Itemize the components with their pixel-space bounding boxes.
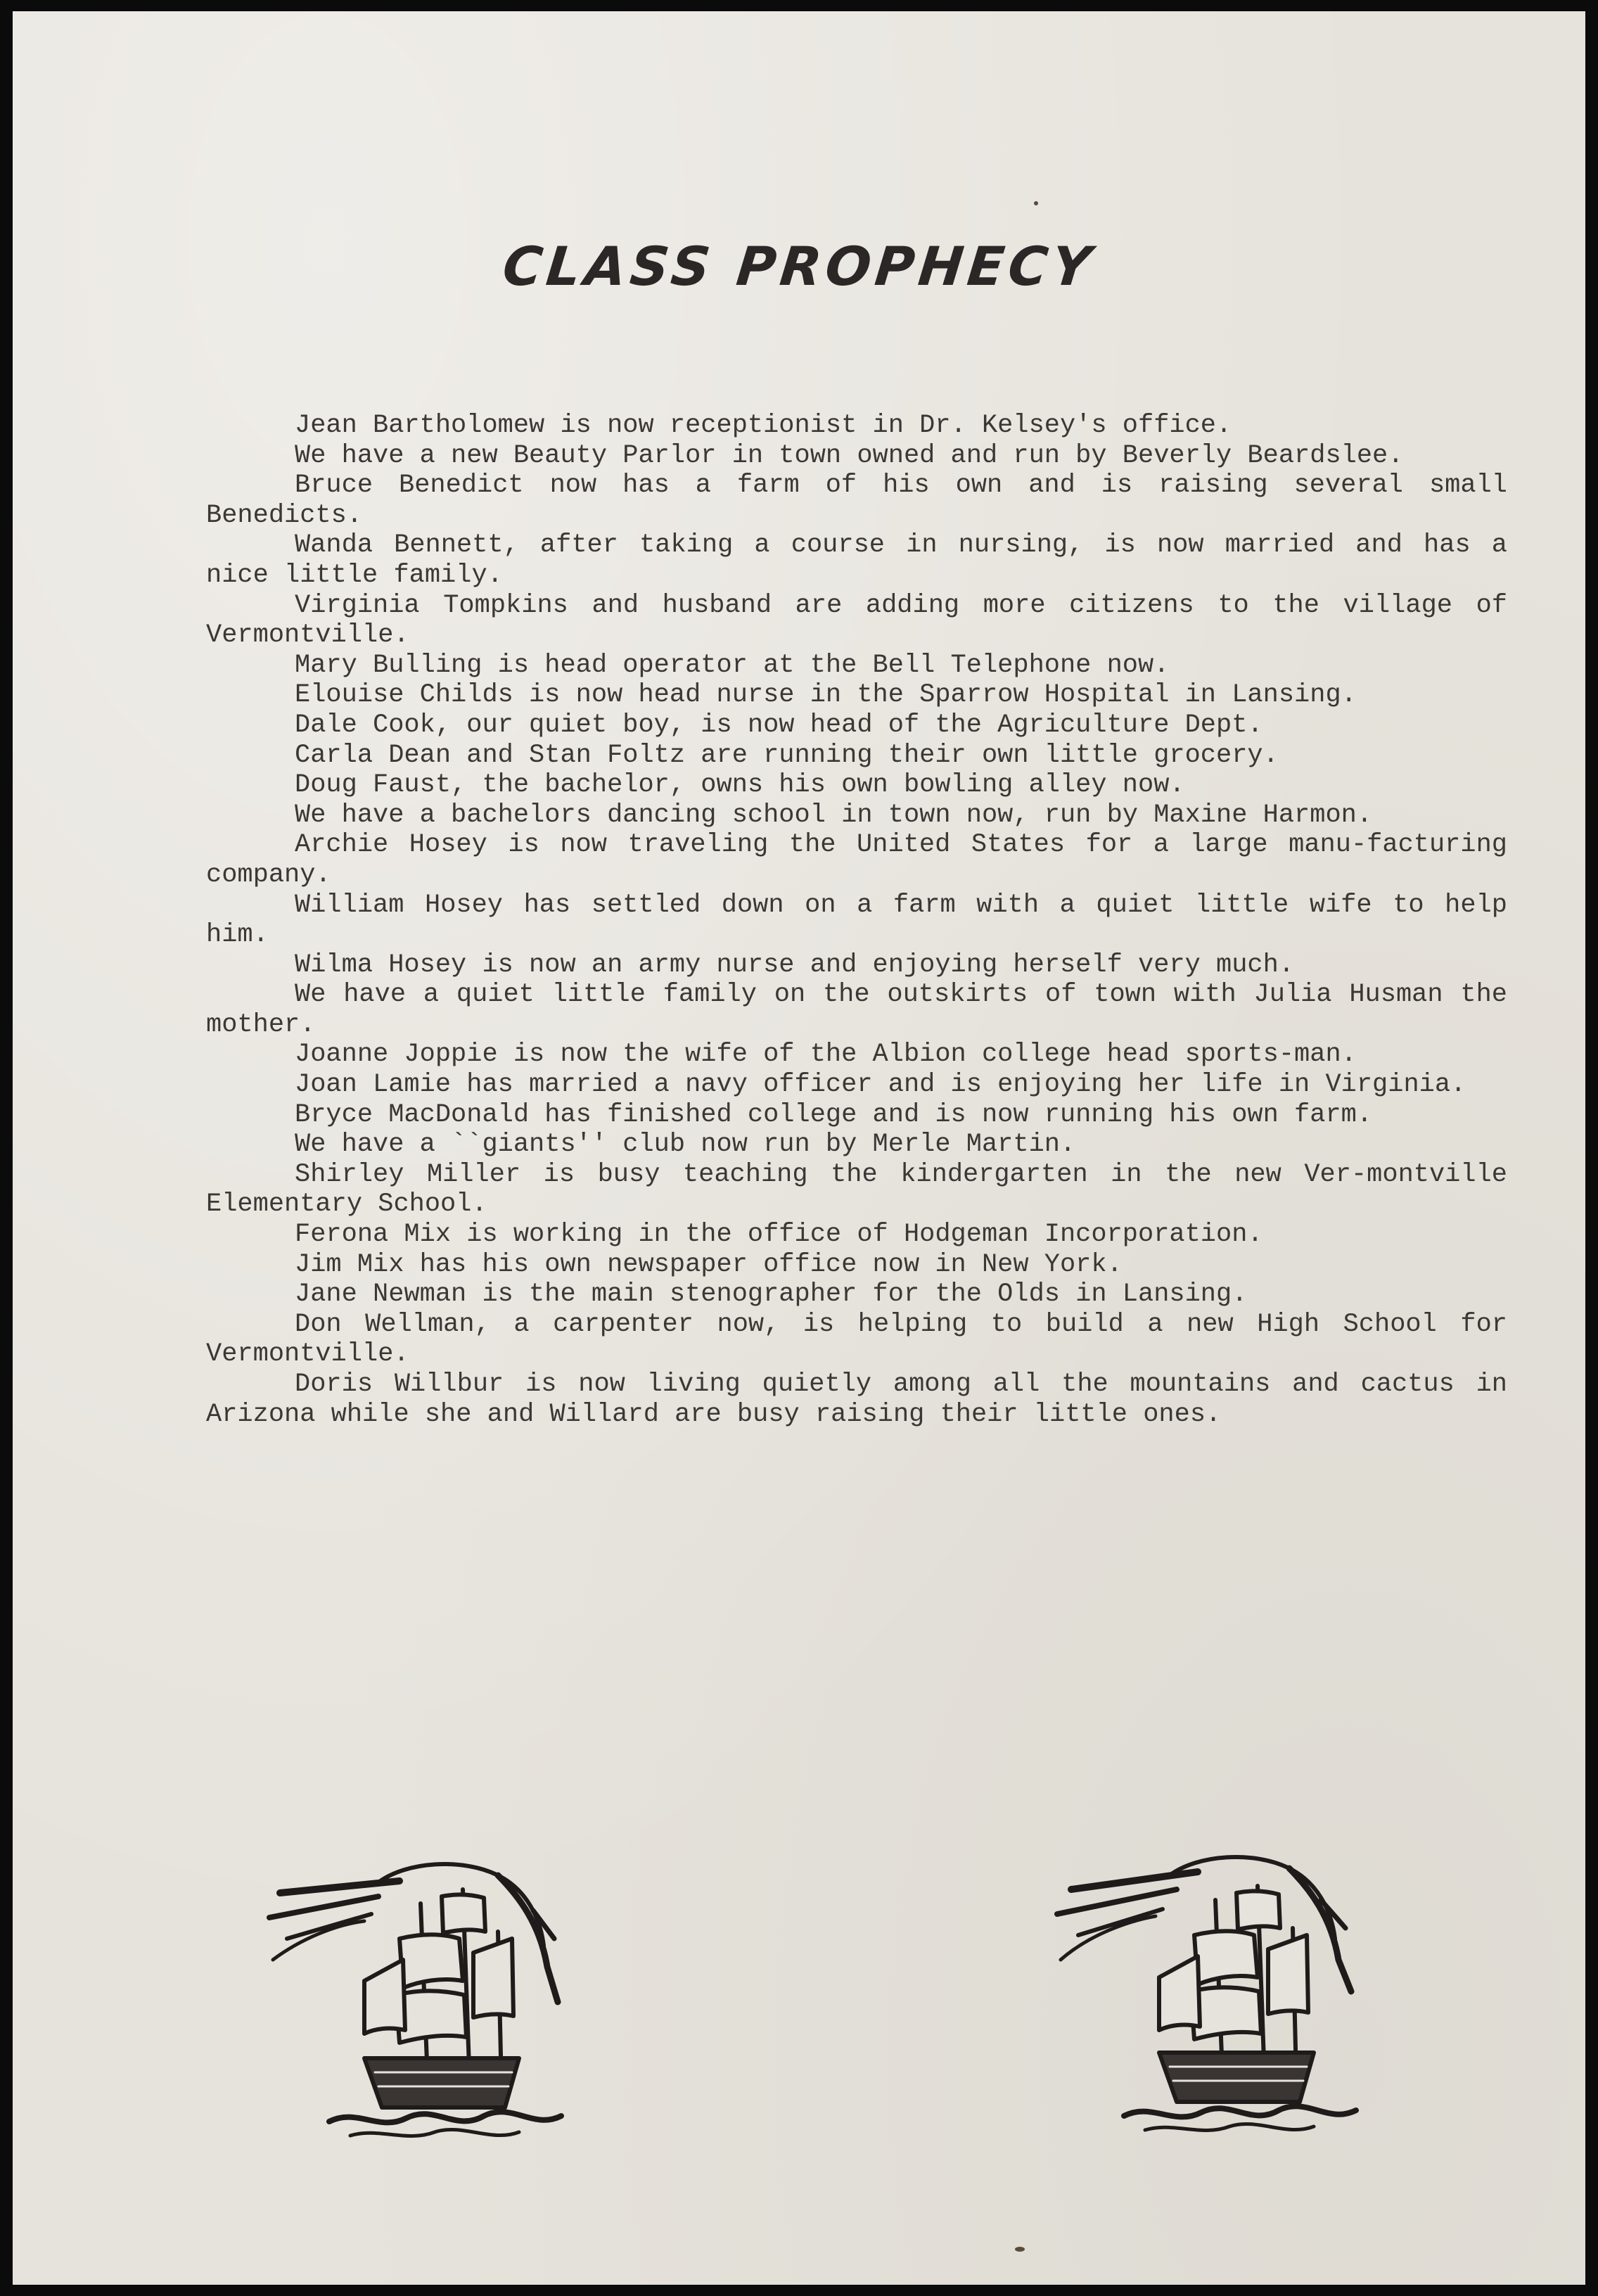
prophecy-paragraph: Doug Faust, the bachelor, owns his own bowling alley now. [295,770,1185,801]
prophecy-paragraph: Joanne Joppie is now the wife of the Albion college head sports-man. [295,1040,1357,1070]
prophecy-paragraph: William Hosey has settled down on a farm with a quiet little wife to help him. [206,890,1507,950]
prophecy-paragraph: Dale Cook, our quiet boy, is now head of the Agriculture Dept. [295,710,1263,740]
prophecy-paragraph: Jean Bartholomew is now receptionist in Dr. Kelsey's office. [295,411,1232,440]
prophecy-paragraph: Archie Hosey is now traveling the United States for a large manu-facturing company. [206,830,1507,890]
prophecy-paragraph: Don Wellman, a carpenter now, is helping to build a new High School for Vermontville. [206,1309,1507,1370]
paper-speck [1034,201,1038,205]
ship-illustration-right-icon [1050,1847,1381,2143]
prophecy-paragraph: We have a new Beauty Parlor in town owned and run by Beverly Beardslee. [295,440,1404,471]
prophecy-paragraph: We have a quiet little family on the outskirts of town with Julia Husman the mother. [206,980,1507,1040]
prophecy-paragraph: Wilma Hosey is now an army nurse and enjoying herself very much. [295,950,1295,980]
prophecy-paragraph: Jane Newman is the main stenographer for the Olds in Lansing. [295,1280,1248,1310]
prophecy-text [206,411,1507,1429]
prophecy-paragraph: We have a bachelors dancing school in town now, run by Maxine Harmon. [295,800,1373,830]
prophecy-paragraph: Carla Dean and Stan Foltz are running their own little grocery. [295,740,1279,770]
prophecy-paragraph: Bruce Benedict now has a farm of his own and is raising several small Benedicts. [206,471,1507,530]
prophecy-paragraph: We have a ``giants'' club now run by Merle Martin. [295,1130,1076,1160]
yearbook-page [13,11,1585,2285]
prophecy-paragraph: Bryce MacDonald has finished college and is now running his own farm. [295,1099,1373,1130]
prophecy-paragraph: Joan Lamie has married a navy officer and is enjoying her life in Virginia. [295,1070,1466,1100]
prophecy-paragraph: Mary Bulling is head operator at the Bell Telephone now. [295,650,1170,680]
prophecy-paragraph: Elouise Childs is now head nurse in the Sparrow Hospital in Lansing. [295,680,1357,710]
prophecy-paragraph: Shirley Miller is busy teaching the kindergarten in the new Ver-montville Elementary School. [206,1159,1507,1220]
prophecy-paragraph: Virginia Tompkins and husband are adding more citizens to the village of Vermontville. [206,590,1507,651]
prophecy-paragraph: Ferona Mix is working in the office of Hodgeman Incorporation. [295,1220,1263,1250]
page-title: CLASS PROPHECY [499,235,1099,298]
prophecy-paragraph: Jim Mix has his own newspaper office now in New York. [295,1249,1123,1280]
ship-illustration-left-icon [259,1854,589,2150]
paper-speck [1015,2247,1025,2252]
prophecy-paragraph: Doris Willbur is now living quietly among all the mountains and cactus in Arizona while she and Willard are busy raising their little ones. [206,1370,1507,1429]
prophecy-paragraph: Wanda Bennett, after taking a course in nursing, is now married and has a nice little family. [206,530,1507,590]
